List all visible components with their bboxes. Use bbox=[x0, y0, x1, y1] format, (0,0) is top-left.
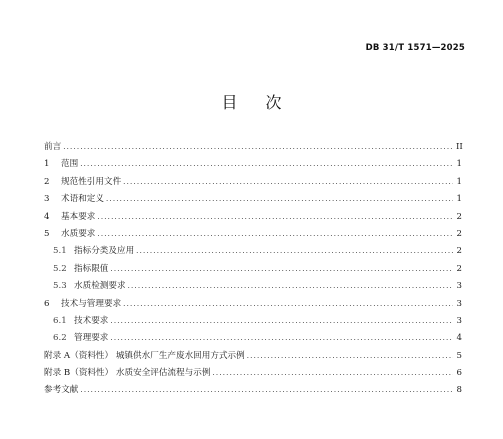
toc-entry[interactable] bbox=[44, 296, 462, 313]
toc-entry[interactable] bbox=[44, 330, 462, 347]
toc-entry-page-number: 2 bbox=[456, 263, 462, 274]
toc-entry[interactable] bbox=[44, 191, 462, 208]
toc-entry[interactable] bbox=[44, 226, 462, 243]
toc-entry-number: 1 bbox=[44, 159, 50, 170]
toc-entry[interactable] bbox=[44, 278, 462, 295]
toc-entry[interactable] bbox=[44, 139, 462, 156]
toc-entry[interactable] bbox=[44, 174, 462, 191]
toc-dot-leader bbox=[123, 296, 453, 313]
table-of-contents bbox=[44, 139, 462, 400]
toc-entry-page-number: 4 bbox=[456, 333, 462, 344]
toc-entry-label: 附录 B（资料性） 水质安全评估流程与示例 bbox=[44, 368, 211, 379]
toc-entry[interactable] bbox=[44, 243, 462, 260]
toc-entry[interactable] bbox=[44, 261, 462, 278]
toc-entry-label: 水质要求 bbox=[61, 228, 96, 239]
toc-dot-leader bbox=[110, 261, 453, 278]
toc-entry-page-number: 8 bbox=[456, 385, 462, 396]
toc-entry-label: 基本要求 bbox=[61, 211, 96, 222]
toc-entry-page-number: 1 bbox=[456, 159, 462, 170]
toc-entry-label: 参考文献 bbox=[44, 385, 79, 396]
page-title: 目次 bbox=[221, 93, 310, 112]
toc-entry-number: 2 bbox=[44, 176, 50, 187]
toc-dot-leader bbox=[106, 191, 453, 208]
toc-entry-page-number: II bbox=[456, 142, 463, 152]
toc-entry-number: 3 bbox=[44, 194, 50, 205]
toc-entry-label: 指标限值 bbox=[74, 263, 109, 274]
toc-entry-page-number: 3 bbox=[456, 298, 462, 309]
toc-dot-leader bbox=[110, 313, 453, 330]
toc-entry-page-number: 2 bbox=[456, 228, 462, 239]
toc-dot-leader bbox=[212, 365, 453, 382]
toc-entry[interactable] bbox=[44, 348, 462, 365]
toc-entry-page-number: 3 bbox=[456, 315, 462, 326]
toc-entry[interactable] bbox=[44, 156, 462, 173]
toc-entry-number: 6.1 bbox=[53, 315, 67, 326]
toc-dot-leader bbox=[80, 156, 453, 173]
standard-code: DB 31/T 1571—2025 bbox=[365, 43, 465, 53]
toc-entry-label: 技术要求 bbox=[74, 315, 109, 326]
toc-entry-page-number: 6 bbox=[456, 368, 462, 379]
toc-entry-label: 管理要求 bbox=[74, 333, 109, 344]
toc-dot-leader bbox=[63, 139, 453, 156]
toc-entry-number: 5.3 bbox=[53, 281, 67, 292]
toc-entry-number: 6.2 bbox=[53, 333, 67, 344]
toc-entry-label: 指标分类及应用 bbox=[74, 246, 135, 257]
toc-entry[interactable] bbox=[44, 382, 462, 399]
toc-entry-label: 前言 bbox=[44, 142, 62, 152]
toc-entry[interactable] bbox=[44, 365, 462, 382]
toc-dot-leader bbox=[247, 348, 453, 365]
toc-dot-leader bbox=[136, 243, 453, 260]
toc-entry-page-number: 3 bbox=[456, 281, 462, 292]
toc-entry-label: 技术与管理要求 bbox=[61, 298, 122, 309]
toc-entry-page-number: 1 bbox=[456, 194, 462, 205]
toc-entry-label: 术语和定义 bbox=[61, 194, 104, 205]
toc-entry[interactable] bbox=[44, 313, 462, 330]
toc-dot-leader bbox=[80, 382, 453, 399]
toc-entry-page-number: 2 bbox=[456, 211, 462, 222]
toc-entry-number: 5.1 bbox=[53, 246, 67, 257]
toc-entry-label: 水质检测要求 bbox=[74, 281, 126, 292]
toc-dot-leader bbox=[128, 278, 453, 295]
toc-dot-leader bbox=[123, 174, 453, 191]
toc-dot-leader bbox=[97, 209, 453, 226]
toc-entry-label: 规范性引用文件 bbox=[61, 176, 122, 187]
toc-entry-number: 6 bbox=[44, 298, 50, 309]
toc-dot-leader bbox=[110, 330, 453, 347]
toc-entry[interactable] bbox=[44, 209, 462, 226]
toc-entry-number: 5.2 bbox=[53, 263, 67, 274]
toc-entry-page-number: 1 bbox=[456, 176, 462, 187]
toc-entry-number: 4 bbox=[44, 211, 50, 222]
toc-dot-leader bbox=[97, 226, 453, 243]
toc-entry-number: 5 bbox=[44, 228, 50, 239]
toc-entry-page-number: 5 bbox=[456, 350, 462, 361]
toc-entry-page-number: 2 bbox=[456, 246, 462, 257]
toc-entry-label: 范围 bbox=[61, 159, 79, 170]
toc-entry-label: 附录 A（资料性） 城镇供水厂生产废水回用方式示例 bbox=[44, 350, 245, 361]
